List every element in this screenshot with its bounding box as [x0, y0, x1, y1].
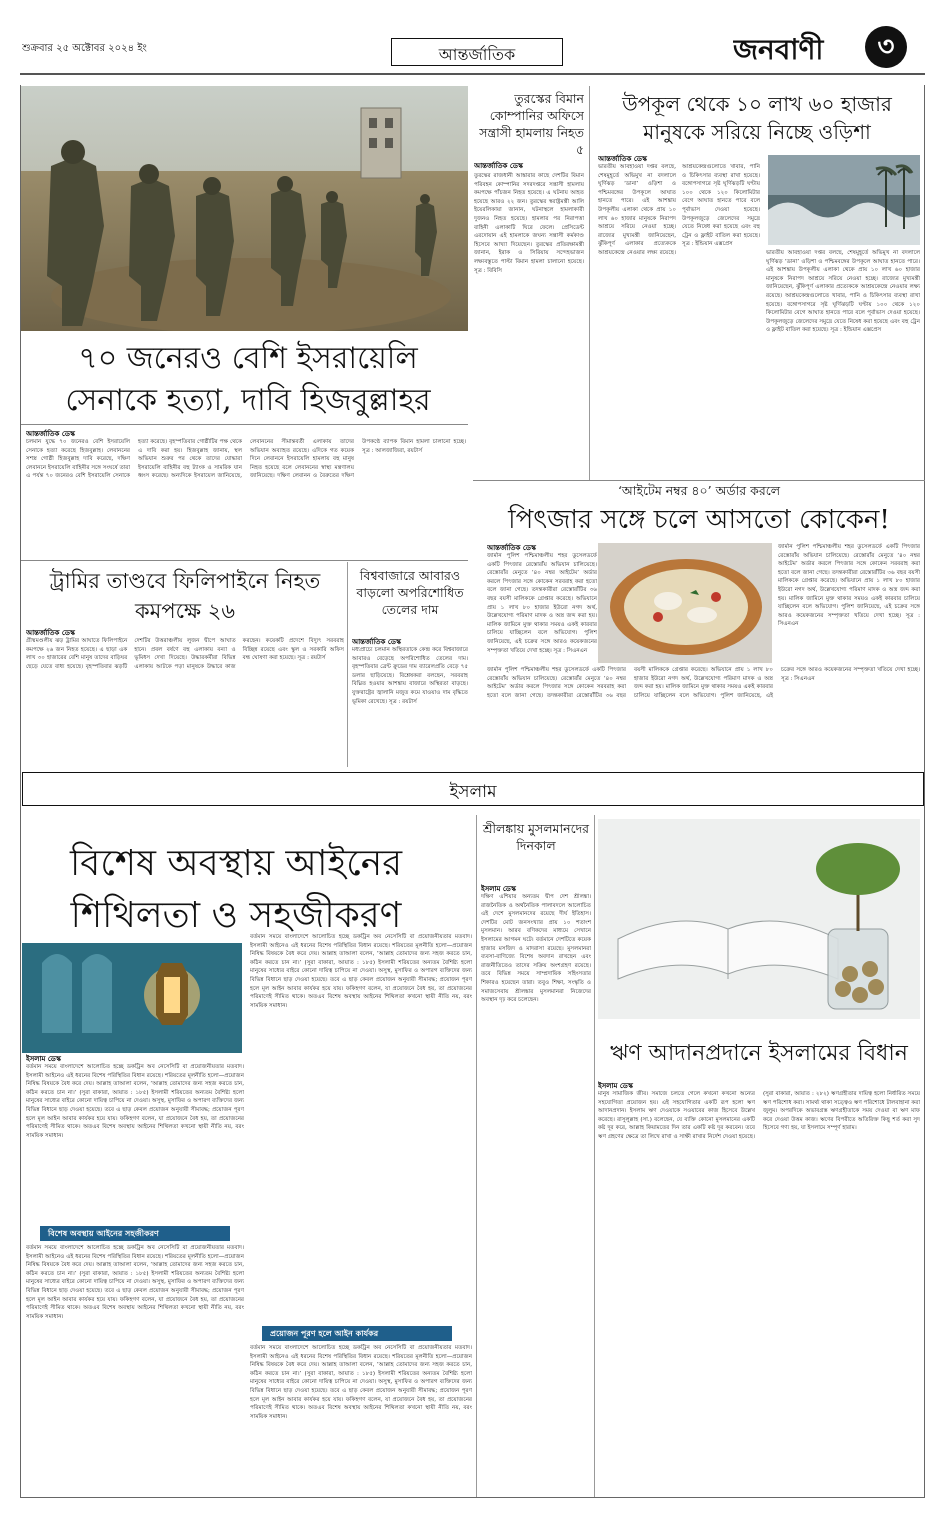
a3-headline: উপকূল থেকে ১০ লাখ ৬০ হাজার মানুষকে সরিয়ে নিচ্ছে ওড়িশা: [622, 92, 892, 144]
a3-body-col3: ভারতীয় আবহাওয়া দপ্তর বলছে, শেষমুহূর্তে অভিমুখ না বদলালে ঘূর্ণিঝড় ‘ডানা’ ওড়িশা ও পশ্চিমবঙ্গের উপকূলে আঘাত হানতে পারে। এই আশঙ্কায় উপকূলীয় এলাকা থেকে প্রায় ১০ লাখ ৬০ হাজার মানুষকে নিরাপদ আশ্রয়ে সরিয়ে নেওয়া হচ্ছে। রাজ্যের মুখ্যমন্ত্রী জানিয়েছেন, ঝুঁকিপূর্ণ এলাকার প্রত্যেককে আশ্রয়কেন্দ্রে নেওয়ার লক্ষ্য রয়েছে। আশ্রয়কেন্দ্রগুলোতে খাবার, পানি ও চিকিৎসার ব্যবস্থা রাখা হয়েছে। বঙ্গোপসাগরে সৃষ্ট ঘূর্ণিঝড়টি ঘণ্টায় ১০০ থেকে ১২০ কিলোমিটার বেগে আঘাত হানতে পারে বলে পূর্বাভাস দেওয়া হয়েছে। উপকূলজুড়ে জেলেদের সমুদ্রে যেতে নিষেধ করা হয়েছে এবং বহু ট্রেন ও ফ্লাইট বাতিল করা হয়েছে। সূত্র : ইন্ডিয়ান এক্সপ্রেস: [766, 250, 920, 334]
b1-body-col2: বর্তমান সময়ে বাংলাদেশে আলোচিত হচ্ছে ডকট্রিন অব নেসেসিটি বা প্রয়োজনীয়তার মতবাদ। ইসলামী আইনেও এই ধরনের বিশেষ পরিস্থিতির বিধান রয়েছে। শরিয়তের মূলনীতি হলো—প্রয়োজন নিষিদ্ধ বিষয়কে বৈধ করে দেয়। আল্লাহ তাআলা বলেন, ‘আল্লাহ তোমাদের জন্য সহজ করতে চান, কঠিন করতে চান না।’ (সুরা বাকারা, আয়াত : ১৮৫) ইসলামী শরিয়তের অন্যতম বৈশিষ্ট্য হলো মানুষের সাধ্যের বাইরে কোনো দায়িত্ব চাপিয়ে না দেওয়া। অসুস্থ, মুসাফির ও অপারগ ব্যক্তিদের জন্য বিভিন্ন বিধানে ছাড় দেওয়া হয়েছে। তবে এ ছাড় কেবল প্রয়োজন অনুযায়ী সীমাবদ্ধ; প্রয়োজন পূরণ হলে মূল আইন আবার কার্যকর হয়ে যায়। ফকিহগণ বলেন, যা প্রয়োজনে বৈধ হয়, তা প্রয়োজনের পরিমাণেই সীমিত থাকে। অতএব বিশেষ অবস্থায় আইনের শিথিলতা কখনো স্থায়ী নীতি নয়, বরং সাময়িক সমাধান।: [250, 934, 472, 1009]
lantern-photo: [22, 943, 242, 1053]
a4-body: গ্রীষ্মমণ্ডলীয় ঝড় ট্রামির আঘাতে ফিলিপাইনে কমপক্ষে ২৬ জন নিহত হয়েছে। এ ছাড়া এক লাখ ৩০ হাজারের বেশি মানুষ তাদের বাড়িঘর ছেড়ে যেতে বাধ্য হয়েছে। বৃহস্পতিবার ঝড়টি দেশটির উত্তরাঞ্চলীয় লুজন দ্বীপে আঘাত হানে। প্রবল বর্ষণে বহু এলাকায় বন্যা ও ভূমিধস দেখা দিয়েছে। উদ্ধারকর্মীরা বিভিন্ন এলাকায় আটকে পড়া মানুষকে উদ্ধারে কাজ করছেন। কয়েকটি প্রদেশে বিদ্যুৎ সরবরাহ বিচ্ছিন্ন রয়েছে এবং স্কুল ও সরকারি অফিস বন্ধ ঘোষণা করা হয়েছে। সূত্র : রয়টার্স: [26, 638, 344, 670]
a5-byline: আন্তর্জাতিক ডেস্ক: [352, 638, 401, 646]
a6-body-col1: জার্মান পুলিশ পশ্চিমাঞ্চলীয় শহর ডুসেলডর্ফে একটি পিৎজার রেস্তোরাঁয় অভিযান চালিয়েছে। রেস্তোরাঁর মেনুতে ‘৪০ নম্বর আইটেম’ অর্ডার করলে পিৎজার সঙ্গে কোকেন সরবরাহ করা হতো বলে জানা গেছে। তদন্তকারীরা রেস্তোরাঁটির ৩৬ বছর বয়সী মালিককে গ্রেপ্তার করেছে। অভিযানে প্রায় ১ লাখ ৮০ হাজার ইউরো নগদ অর্থ, উল্লেখযোগ্য পরিমাণ মাদক ও অস্ত্র জব্দ করা হয়। মালিক জামিনে মুক্ত থাকার সময়ও একই কারবার চালিয়ে যাচ্ছিলেন বলে অভিযোগ। পুলিশ জানিয়েছে, এই চক্রের সঙ্গে আরও কয়েকজনের সম্পৃক্ততা খতিয়ে দেখা হচ্ছে। সূত্র : সিএনএন: [487, 553, 597, 654]
b3-body: মানুষ সামাজিক জীব। সমাজে চলতে গেলে কখনো কখনো অন্যের সহযোগিতা প্রয়োজন হয়। এই সহযোগিতার একটি রূপ হলো ঋণ আদানপ্রদান। ইসলাম ঋণ দেওয়াকে সওয়াবের কাজ হিসেবে উল্লেখ করেছে। রাসুলুল্লাহ (সা.) বলেছেন, যে ব্যক্তি কোনো মুসলমানের একটি কষ্ট দূর করে, আল্লাহ কিয়ামতের দিন তার একটি কষ্ট দূর করবেন। তবে ঋণ গ্রহণের ক্ষেত্রে তা লিখে রাখা ও সাক্ষী রাখার নির্দেশ দেওয়া হয়েছে। (সুরা বাকারা, আয়াত : ২৮২) ঋণগ্রহীতার দায়িত্ব হলো নির্ধারিত সময়ে ঋণ পরিশোধ করা। সামর্থ্য থাকা সত্ত্বেও ঋণ পরিশোধে টালবাহানা করা জুলুম। অপরদিকে অভাবগ্রস্ত ঋণগ্রহীতাকে সময় দেওয়া বা ঋণ মাফ করে দেওয়া উত্তম কাজ। ঋণের বিপরীতে অতিরিক্ত কিছু শর্ত করা সুদ হিসেবে গণ্য হয়, যা ইসলামে সম্পূর্ণ হারাম।: [598, 1091, 920, 1140]
islam-band-label: ইসলাম: [449, 782, 497, 802]
a1-byline: আন্তর্জাতিক ডেস্ক: [26, 430, 75, 438]
b1-subhead-1: বিশেষ অবস্থায় আইনের সহজীকরণ: [40, 1226, 230, 1241]
page-bottom-rule: [20, 1497, 925, 1498]
a4-right-rule: [347, 562, 348, 767]
a2-headline: তুরস্কের বিমান কোম্পানির অফিসে সন্ত্রাসী হামলায় নিহত ৫: [479, 91, 584, 157]
b2-right-rule: [594, 815, 595, 1497]
b1-subhead-2: প্রয়োজন পূরণ হলে আইন কার্যকর: [262, 1326, 452, 1341]
a4-byline: আন্তর্জাতিক ডেস্ক: [26, 629, 75, 637]
b1-body-col2b: বর্তমান সময়ে বাংলাদেশে আলোচিত হচ্ছে ডকট্রিন অব নেসেসিটি বা প্রয়োজনীয়তার মতবাদ। ইসলামী আইনেও এই ধরনের বিশেষ পরিস্থিতির বিধান রয়েছে। শরিয়তের মূলনীতি হলো—প্রয়োজন নিষিদ্ধ বিষয়কে বৈধ করে দেয়। আল্লাহ তাআলা বলেন, ‘আল্লাহ তোমাদের জন্য সহজ করতে চান, কঠিন করতে চান না।’ (সুরা বাকারা, আয়াত : ১৮৫) ইসলামী শরিয়তের অন্যতম বৈশিষ্ট্য হলো মানুষের সাধ্যের বাইরে কোনো দায়িত্ব চাপিয়ে না দেওয়া। অসুস্থ, মুসাফির ও অপারগ ব্যক্তিদের জন্য বিভিন্ন বিধানে ছাড় দেওয়া হয়েছে। তবে এ ছাড় কেবল প্রয়োজন অনুযায়ী সীমাবদ্ধ; প্রয়োজন পূরণ হলে মূল আইন আবার কার্যকর হয়ে যায়। ফকিহগণ বলেন, যা প্রয়োজনে বৈধ হয়, তা প্রয়োজনের পরিমাণেই সীমিত থাকে। অতএব বিশেষ অবস্থায় আইনের শিথিলতা কখনো স্থায়ী নীতি নয়, বরং সাময়িক সমাধান।: [250, 1345, 472, 1420]
a6-byline: আন্তর্জাতিক ডেস্ক: [487, 544, 536, 552]
pizza-photo: [598, 543, 772, 663]
b1-body-col1: বর্তমান সময়ে বাংলাদেশে আলোচিত হচ্ছে ডকট্রিন অব নেসেসিটি বা প্রয়োজনীয়তার মতবাদ। ইসলামী আইনেও এই ধরনের বিশেষ পরিস্থিতির বিধান রয়েছে। শরিয়তের মূলনীতি হলো—প্রয়োজন নিষিদ্ধ বিষয়কে বৈধ করে দেয়। আল্লাহ তাআলা বলেন, ‘আল্লাহ তোমাদের জন্য সহজ করতে চান, কঠিন করতে চান না।’ (সুরা বাকারা, আয়াত : ১৮৫) ইসলামী শরিয়তের অন্যতম বৈশিষ্ট্য হলো মানুষের সাধ্যের বাইরে কোনো দায়িত্ব চাপিয়ে না দেওয়া। অসুস্থ, মুসাফির ও অপারগ ব্যক্তিদের জন্য বিভিন্ন বিধানে ছাড় দেওয়া হয়েছে। তবে এ ছাড় কেবল প্রয়োজন অনুযায়ী সীমাবদ্ধ; প্রয়োজন পূরণ হলে মূল আইন আবার কার্যকর হয়ে যায়। ফকিহগণ বলেন, যা প্রয়োজনে বৈধ হয়, তা প্রয়োজনের পরিমাণেই সীমিত থাকে। অতএব বিশেষ অবস্থায় আইনের শিথিলতা কখনো স্থায়ী নীতি নয়, বরং সাময়িক সমাধান।: [26, 1064, 244, 1139]
header-rule: [20, 73, 925, 75]
b2-body: দক্ষিণ এশিয়ার অন্যতম দ্বীপ দেশ শ্রীলঙ্কা। রাজনৈতিক ও অর্থনৈতিক পালাবদলে আলোচিত এই দেশে মুসলমানদের রয়েছে দীর্ঘ ইতিহাস। দেশটির মোট জনসংখ্যার প্রায় ১০ শতাংশ মুসলমান। আরব বণিকদের মাধ্যমে সেখানে ইসলামের আগমন ঘটে। বর্তমানে দেশটিতে কয়েক হাজার মসজিদ ও মাদরাসা রয়েছে। মুসলমানরা ব্যবসা-বাণিজ্যে বিশেষ অবদান রাখছেন এবং রাজনীতিতেও তাদের সক্রিয় অংশগ্রহণ রয়েছে। তবে বিভিন্ন সময়ে সাম্প্রদায়িক সহিংসতার শিকারও হয়েছেন তারা। তবুও শিক্ষা, সংস্কৃতি ও সমাজসেবায় শ্রীলঙ্কার মুসলমানরা নিজেদের অবস্থান দৃঢ় করে চলেছেন।: [481, 894, 591, 1004]
a6-kicker: ‘আইটেম নম্বর ৪০’ অর্ডার করলে: [617, 483, 781, 498]
logo: [733, 24, 919, 72]
soldiers-photo: [21, 86, 468, 331]
b1-body-col1b: বর্তমান সময়ে বাংলাদেশে আলোচিত হচ্ছে ডকট্রিন অব নেসেসিটি বা প্রয়োজনীয়তার মতবাদ। ইসলামী আইনেও এই ধরনের বিশেষ পরিস্থিতির বিধান রয়েছে। শরিয়তের মূলনীতি হলো—প্রয়োজন নিষিদ্ধ বিষয়কে বৈধ করে দেয়। আল্লাহ তাআলা বলেন, ‘আল্লাহ তোমাদের জন্য সহজ করতে চান, কঠিন করতে চান না।’ (সুরা বাকারা, আয়াত : ১৮৫) ইসলামী শরিয়তের অন্যতম বৈশিষ্ট্য হলো মানুষের সাধ্যের বাইরে কোনো দায়িত্ব চাপিয়ে না দেওয়া। অসুস্থ, মুসাফির ও অপারগ ব্যক্তিদের জন্য বিভিন্ন বিধানে ছাড় দেওয়া হয়েছে। তবে এ ছাড় কেবল প্রয়োজন অনুযায়ী সীমাবদ্ধ; প্রয়োজন পূরণ হলে মূল আইন আবার কার্যকর হয়ে যায়। ফকিহগণ বলেন, যা প্রয়োজনে বৈধ হয়, তা প্রয়োজনের পরিমাণেই সীমিত থাকে। অতএব বিশেষ অবস্থায় আইনের শিথিলতা কখনো স্থায়ী নীতি নয়, বরং সাময়িক সমাধান।: [26, 1245, 244, 1320]
kicker-rule: [473, 480, 925, 481]
a1-headline: ৭০ জনেরও বেশি ইসরায়েলি সেনাকে হত্যা, দাবি হিজবুল্লাহর: [65, 341, 431, 418]
b1-headline: বিশেষ অবস্থায় আইনের শিথিলতা ও সহজীকরণ: [70, 843, 402, 936]
book-and-coins-photo: [598, 819, 920, 1019]
a1-bottom-rule: [21, 560, 468, 561]
a3-body: ভারতীয় আবহাওয়া দপ্তর বলছে, শেষমুহূর্তে অভিমুখ না বদলালে ঘূর্ণিঝড় ‘ডানা’ ওড়িশা ও পশ্চিমবঙ্গের উপকূলে আঘাত হানতে পারে। এই আশঙ্কায় উপকূলীয় এলাকা থেকে প্রায় ১০ লাখ ৬০ হাজার মানুষকে নিরাপদ আশ্রয়ে সরিয়ে নেওয়া হচ্ছে। রাজ্যের মুখ্যমন্ত্রী জানিয়েছেন, ঝুঁকিপূর্ণ এলাকার প্রত্যেককে আশ্রয়কেন্দ্রে নেওয়ার লক্ষ্য রয়েছে। আশ্রয়কেন্দ্রগুলোতে খাবার, পানি ও চিকিৎসার ব্যবস্থা রাখা হয়েছে। বঙ্গোপসাগরে সৃষ্ট ঘূর্ণিঝড়টি ঘণ্টায় ১০০ থেকে ১২০ কিলোমিটার বেগে আঘাত হানতে পারে বলে পূর্বাভাস দেওয়া হয়েছে। উপকূলজুড়ে জেলেদের সমুদ্রে যেতে নিষেধ করা হয়েছে এবং বহু ট্রেন ও ফ্লাইট বাতিল করা হয়েছে। সূত্র : ইন্ডিয়ান এক্সপ্রেস: [598, 164, 760, 256]
a6-body-col3: জার্মান পুলিশ পশ্চিমাঞ্চলীয় শহর ডুসেলডর্ফে একটি পিৎজার রেস্তোরাঁয় অভিযান চালিয়েছে। রেস্তোরাঁর মেনুতে ‘৪০ নম্বর আইটেম’ অর্ডার করলে পিৎজার সঙ্গে কোকেন সরবরাহ করা হতো বলে জানা গেছে। তদন্তকারীরা রেস্তোরাঁটির ৩৬ বছর বয়সী মালিককে গ্রেপ্তার করেছে। অভিযানে প্রায় ১ লাখ ৮০ হাজার ইউরো নগদ অর্থ, উল্লেখযোগ্য পরিমাণ মাদক ও অস্ত্র জব্দ করা হয়। মালিক জামিনে মুক্ত থাকার সময়ও একই কারবার চালিয়ে যাচ্ছিলেন বলে অভিযোগ। পুলিশ জানিয়েছে, এই চক্রের সঙ্গে আরও কয়েকজনের সম্পৃক্ততা খতিয়ে দেখা হচ্ছে। সূত্র : সিএনএন: [778, 544, 920, 628]
a5-headline: বিশ্ববাজারে আবারও বাড়লো অপরিশোধিত তেলের দাম: [356, 568, 464, 617]
a2-byline: আন্তর্জাতিক ডেস্ক: [474, 162, 523, 170]
a2-body: তুরস্কের রাজধানী আঙ্কারার কাছে দেশটির বিমান পরিবহন কোম্পানির সদরদপ্তরে সন্ত্রাসী হামলায় কমপক্ষে পাঁচজন নিহত হয়েছে। এ ঘটনায় আহত হয়েছে আরও ২২ জন। তুরস্কের স্বরাষ্ট্রমন্ত্রী আলি ইয়েরলিকায়া জানান, ঘটনাস্থলে হামলাকারী দুজনও নিহত হয়েছে। হামলার পর নিরাপত্তা বাহিনী এলাকাটি ঘিরে ফেলে। প্রেসিডেন্ট এরদোয়ান এই হামলাকে জঘন্য সন্ত্রাসী কর্মকাণ্ড হিসেবে আখ্যা দিয়েছেন। তুরস্কের প্রতিরক্ষামন্ত্রী জানান, ইরাক ও সিরিয়ায় সন্দেহভাজন লক্ষ্যবস্তুতে পাল্টা বিমান হামলা চালানো হয়েছে। সূত্র : বিবিসি: [474, 173, 584, 274]
b2-byline: ইসলাম ডেস্ক: [481, 885, 516, 893]
logo-text: জনবাণী: [733, 33, 824, 66]
a2-right-rule: [589, 86, 590, 480]
a5-body: মধ্যপ্রাচ্যে চলমান অস্থিরতাকে কেন্দ্র করে বিশ্ববাজারে আবারও বেড়েছে অপরিশোধিত তেলের দাম। বৃহস্পতিবার ব্রেন্ট ক্রুডের দাম ব্যারেলপ্রতি বেড়ে ৭৫ ডলার ছাড়িয়েছে। বিশ্লেষকরা বলছেন, সরবরাহ বিঘ্নিত হওয়ার আশঙ্কায় বাজারে অস্থিরতা বাড়ছে। যুক্তরাষ্ট্রের জ্বালানি মজুত কমে যাওয়াও দাম বৃদ্ধিতে ভূমিকা রেখেছে। সূত্র : রয়টার্স: [352, 647, 468, 705]
b3-byline: ইসলাম ডেস্ক: [598, 1082, 633, 1090]
a6-body-lower: জার্মান পুলিশ পশ্চিমাঞ্চলীয় শহর ডুসেলডর্ফে একটি পিৎজার রেস্তোরাঁয় অভিযান চালিয়েছে। রেস্তোরাঁর মেনুতে ‘৪০ নম্বর আইটেম’ অর্ডার করলে পিৎজার সঙ্গে কোকেন সরবরাহ করা হতো বলে জানা গেছে। তদন্তকারীরা রেস্তোরাঁটির ৩৬ বছর বয়সী মালিককে গ্রেপ্তার করেছে। অভিযানে প্রায় ১ লাখ ৮০ হাজার ইউরো নগদ অর্থ, উল্লেখযোগ্য পরিমাণ মাদক ও অস্ত্র জব্দ করা হয়। মালিক জামিনে মুক্ত থাকার সময়ও একই কারবার চালিয়ে যাচ্ছিলেন বলে অভিযোগ। পুলিশ জানিয়েছে, এই চক্রের সঙ্গে আরও কয়েকজনের সম্পৃক্ততা খতিয়ে দেখা হচ্ছে। সূত্র : সিএনএন: [487, 667, 920, 699]
b1-byline: ইসলাম ডেস্ক: [26, 1055, 61, 1063]
a1-headline-rule: [21, 424, 468, 425]
b2-headline: শ্রীলঙ্কায় মুসলমানদের দিনকাল: [482, 821, 590, 853]
storm-sea-photo: [768, 155, 920, 245]
a3-byline: আন্তর্জাতিক ডেস্ক: [598, 155, 647, 163]
a1-body: চলমান যুদ্ধে ৭০ জনেরও বেশি ইসরায়েলি সেনাকে হত্যা করেছে হিজবুল্লাহ। লেবাননের সশস্ত্র গোষ্ঠী হিজবুল্লাহ দাবি করেছে, দক্ষিণ লেবাননে ইসরায়েলি বাহিনীর সঙ্গে সংঘর্ষে তারা এ পর্যন্ত ৭০ জনেরও বেশি ইসরায়েলি সেনাকে হত্যা করেছে। বৃহস্পতিবার গোষ্ঠীটির পক্ষ থেকে এ দাবি করা হয়। হিজবুল্লাহ জানায়, স্থল অভিযান শুরুর পর থেকে তাদের যোদ্ধারা ইসরায়েলি বাহিনীর বহু ট্যাংক ও সামরিক যান ধ্বংস করেছে। অন্যদিকে ইসরায়েল জানিয়েছে, লেবাননের সীমান্তবর্তী এলাকায় তাদের অভিযান অব্যাহত রয়েছে। এদিকে গত কয়েক দিনে লেবাননে ইসরায়েলি হামলায় বহু মানুষ নিহত হয়েছে বলে লেবাননের স্বাস্থ্য মন্ত্রণালয় জানিয়েছে। দক্ষিণ লেবানন ও বৈরুতের দক্ষিণ উপকণ্ঠে ব্যাপক বিমান হামলা চালানো হচ্ছে। সূত্র : আলজাজিরা, রয়টার্স: [26, 439, 466, 480]
header-date: শুক্রবার ২৫ অক্টোবর ২০২৪ ইং: [22, 43, 147, 54]
b3-headline: ঋণ আদানপ্রদানে ইসলামের বিধান: [610, 1041, 908, 1066]
page-right-border: [924, 85, 925, 1497]
page-number-badge: ৩: [865, 26, 907, 68]
a4-headline: ট্রামির তাণ্ডবে ফিলিপাইনে নিহত কমপক্ষে ২৬: [49, 569, 321, 623]
b1-right-rule: [476, 815, 477, 1497]
section-label: আন্তর্জাতিক: [438, 45, 516, 64]
a6-headline: পিৎজার সঙ্গে চলে আসতো কোকেন!: [508, 505, 890, 535]
